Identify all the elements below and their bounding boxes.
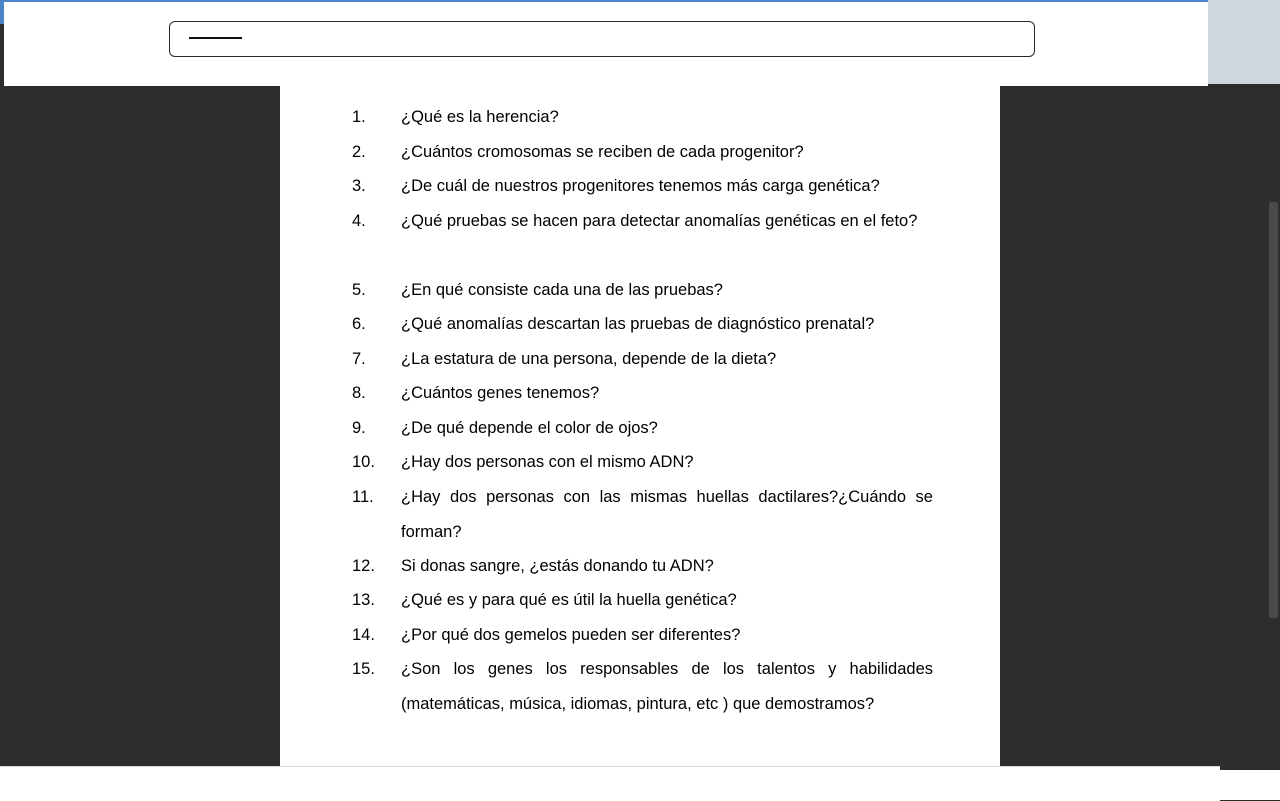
question-text: ¿Qué anomalías descartan las pruebas de diagnóstico prenatal? <box>401 315 875 333</box>
window-top-right-area <box>1208 0 1280 84</box>
question-text: ¿Qué es y para qué es útil la huella genética? <box>401 591 737 609</box>
question-text: ¿En qué consiste cada una de las pruebas? <box>401 281 723 299</box>
search-box[interactable] <box>169 21 1035 57</box>
question-text: ¿La estatura de una persona, depende de la dieta? <box>401 350 777 368</box>
question-text: ¿Hay dos personas con el mismo ADN? <box>401 453 694 471</box>
question-number: 14. <box>352 626 375 644</box>
header-panel <box>4 2 1208 86</box>
question-number: 8. <box>352 384 366 402</box>
scrollbar-thumb[interactable] <box>1269 202 1278 618</box>
question-number: 13. <box>352 591 375 609</box>
question-number: 15. <box>352 660 375 678</box>
question-number: 4. <box>352 212 366 230</box>
question-number: 11. <box>352 488 374 506</box>
bottom-panel <box>0 766 1220 801</box>
text-cursor-underline <box>189 37 242 39</box>
question-number: 2. <box>352 143 366 161</box>
question-number: 7. <box>352 350 366 368</box>
question-text: ¿Qué es la herencia? <box>401 108 559 126</box>
question-number: 12. <box>352 557 375 575</box>
question-text: ¿Cuántos cromosomas se reciben de cada progenitor? <box>401 143 804 161</box>
question-text: ¿De cuál de nuestros progenitores tenemos más carga genética? <box>401 177 880 195</box>
question-number: 9. <box>352 419 366 437</box>
search-input[interactable] <box>180 26 1024 54</box>
question-number: 1. <box>352 108 366 126</box>
question-text: ¿Por qué dos gemelos pueden ser diferentes? <box>401 626 741 644</box>
question-number: 10. <box>352 453 375 471</box>
question-text: ¿Son los genes los responsables de los talentos y habilidades (matemáticas, música, idiomas, pintura, etc ) que demostramos? <box>401 660 933 713</box>
question-text: ¿Cuántos genes tenemos? <box>401 384 600 402</box>
question-text: Si donas sangre, ¿estás donando tu ADN? <box>401 557 714 575</box>
document-page[interactable] <box>280 86 1000 766</box>
question-text: ¿Qué pruebas se hacen para detectar anomalías genéticas en el feto? <box>401 212 918 230</box>
question-number: 3. <box>352 177 366 195</box>
question-number: 5. <box>352 281 366 299</box>
question-number: 6. <box>352 315 366 333</box>
bottom-right-area <box>1220 770 1280 800</box>
question-text: ¿Hay dos personas con las mismas huellas dactilares?¿Cuándo se forman? <box>401 488 933 541</box>
question-text: ¿De qué depende el color de ojos? <box>401 419 658 437</box>
